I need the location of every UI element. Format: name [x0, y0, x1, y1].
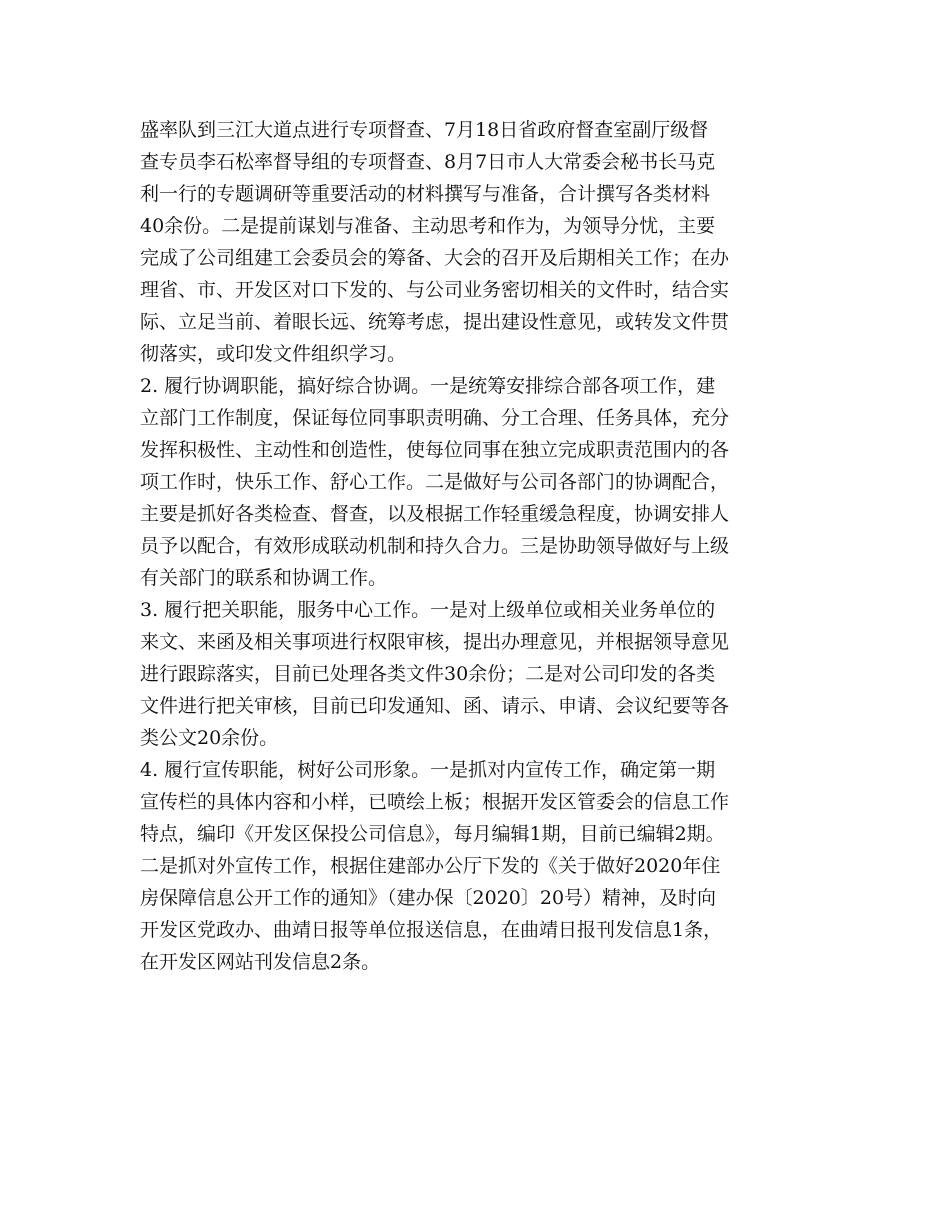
document-body [140, 114, 840, 978]
text-line: 特点，编印《开发区保投公司信息》，每月编辑1期，目前已编辑2期。 [140, 823, 725, 845]
text-line: 主要是抓好各类检查、督查，以及根据工作轻重缓急程度，协调安排人 [140, 503, 730, 525]
list-item-4-heading-line: 4. 履行宣传职能，树好公司形象。一是抓对内宣传工作，确定第一期 [140, 759, 716, 781]
text-line: 发挥积极性、主动性和创造性，使每位同事在独立完成职责范围内的各 [140, 439, 730, 461]
text-line: 项工作时，快乐工作、舒心工作。二是做好与公司各部门的协调配合， [140, 471, 730, 493]
text-line: 二是抓对外宣传工作，根据住建部办公厅下发的《关于做好2020年住 [140, 855, 721, 877]
text-line: 查专员李石松率督导组的专项督查、8月7日市人大常委会秘书长马克 [140, 151, 716, 173]
text-line: 员予以配合，有效形成联动机制和持久合力。三是协助领导做好与上级 [140, 535, 730, 557]
text-line: 进行跟踪落实，目前已处理各类文件30余份；二是对公司印发的各类 [140, 663, 716, 685]
text-line: 彻落实，或印发文件组织学习。 [140, 343, 407, 365]
text-line: 文件进行把关审核，目前已印发通知、函、请示、申请、会议纪要等各 [140, 695, 730, 717]
list-item-2-heading-line: 2. 履行协调职能，搞好综合协调。一是统筹安排综合部各项工作，建 [140, 375, 716, 397]
text-line: 立部门工作制度，保证每位同事职责明确、分工合理、任务具体，充分 [140, 407, 730, 429]
list-item-3-heading-line: 3. 履行把关职能，服务中心工作。一是对上级单位或相关业务单位的 [140, 599, 716, 621]
text-line: 际、立足当前、着眼长远、统筹考虑，提出建设性意见，或转发文件贯 [140, 311, 730, 333]
text-line: 有关部门的联系和协调工作。 [140, 567, 388, 589]
text-line: 利一行的专题调研等重要活动的材料撰写与准备，合计撰写各类材料 [140, 183, 711, 205]
text-line: 类公文20余份。 [140, 727, 279, 749]
text-line: 开发区党政办、曲靖日报等单位报送信息，在曲靖日报刊发信息1条， [140, 919, 723, 941]
text-line: 来文、来函及相关事项进行权限审核，提出办理意见，并根据领导意见 [140, 631, 730, 653]
text-line: 理省、市、开发区对口下发的、与公司业务密切相关的文件时，结合实 [140, 279, 730, 301]
text-line: 完成了公司组建工会委员会的筹备、大会的召开及后期相关工作；在办 [140, 247, 730, 269]
text-line: 在开发区网站刊发信息2条。 [140, 951, 381, 973]
text-line: 宣传栏的具体内容和小样，已喷绘上板；根据开发区管委会的信息工作 [140, 791, 730, 813]
text-line: 40余份。二是提前谋划与准备、主动思考和作为，为领导分忧，主要 [140, 215, 716, 237]
text-line: 房保障信息公开工作的通知》（建办保〔2020〕20号）精神，及时向 [140, 887, 717, 909]
text-line: 盛率队到三江大道点进行专项督查、7月18日省政府督查室副厅级督 [140, 119, 709, 141]
